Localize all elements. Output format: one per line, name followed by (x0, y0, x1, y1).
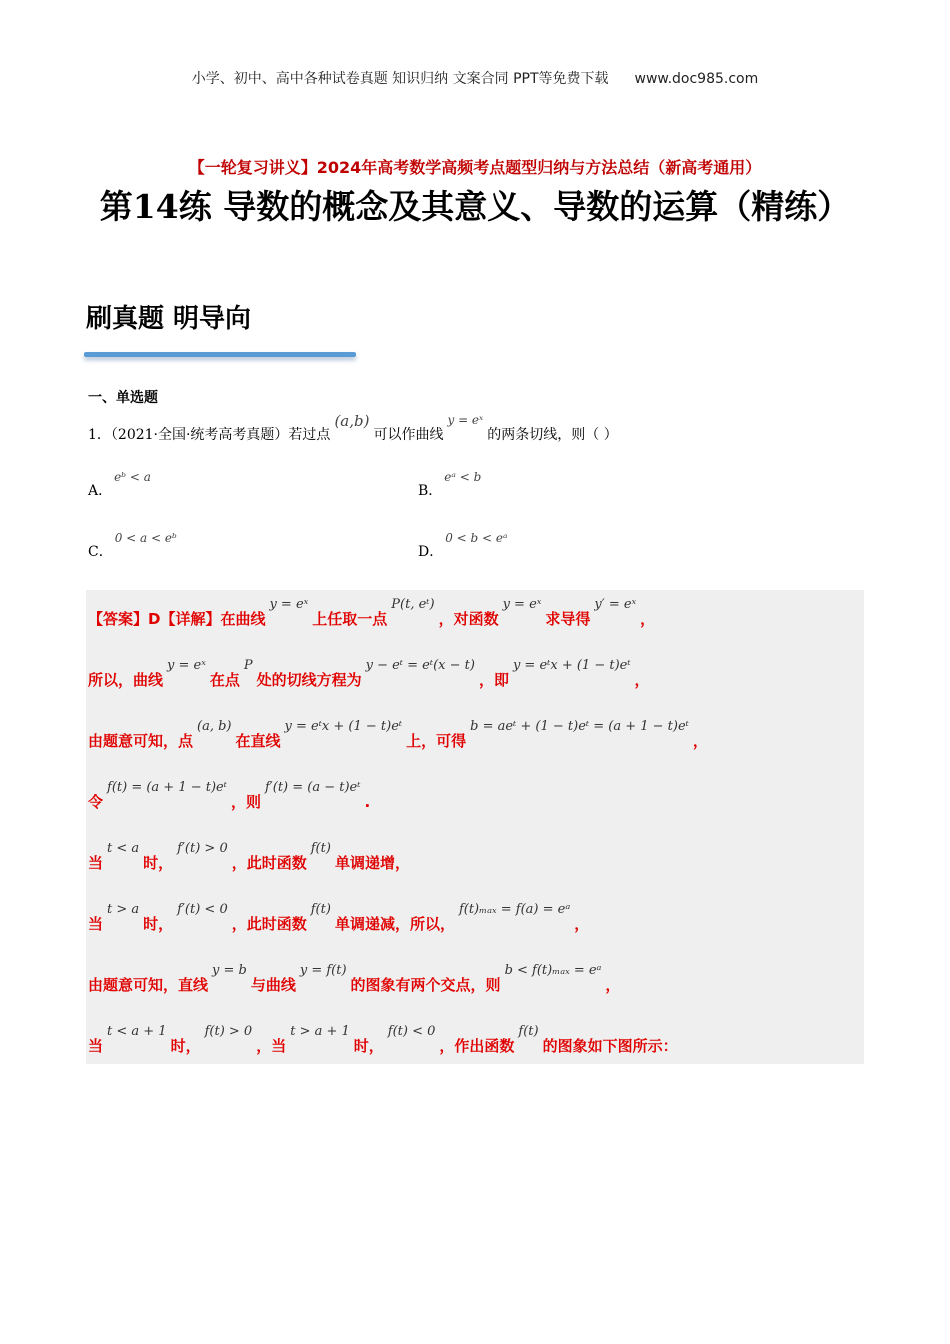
solution-text: 上，可得 (406, 732, 467, 750)
solution-text: ， (605, 976, 621, 994)
solution-math: t > a + 1 (290, 1024, 350, 1039)
solution-text: 由题意可知，直线 (88, 976, 209, 994)
solution-math: f(t)ₘₐₓ = f(a) = eᵃ (458, 902, 571, 917)
option-a[interactable] (88, 470, 155, 500)
document-subtitle: 【一轮复习讲义】2024年高考数学高频考点题型归纳与方法总结（新高考通用） (188, 158, 762, 177)
option-label: B． (418, 483, 443, 499)
solution-math: f′(t) = (a − t)eᵗ (264, 780, 361, 795)
solution-math: f(t) = (a + 1 − t)eᵗ (107, 780, 227, 795)
question-text: 可以作曲线 (373, 427, 444, 443)
option-d[interactable] (418, 531, 512, 561)
option-label: C． (88, 544, 113, 560)
solution-text: ，则 (230, 793, 261, 811)
solution-math: b < f(t)ₘₐₓ = eᵃ (504, 963, 602, 978)
solution-text: 上任取一点 (312, 610, 388, 628)
solution-text: ，即 (478, 671, 509, 689)
solution-text: ， (692, 732, 708, 750)
solution-math: f(t) (310, 902, 331, 917)
question-stem (88, 412, 618, 444)
solution-text: ，作出函数 (439, 1037, 515, 1055)
solution-line-1 (88, 597, 656, 629)
solution-math: (a, b) (197, 719, 232, 734)
solution-text: 的图象有两个交点，则 (350, 976, 501, 994)
option-math: 0 < b < eᵃ (445, 531, 508, 545)
solution-text: 的图象如下图所示： (542, 1037, 678, 1055)
math-point: (a,b) (334, 412, 370, 430)
solution-line-3 (88, 719, 708, 751)
solution-math: y = f(t) (299, 963, 347, 978)
solution-line-4 (88, 780, 371, 812)
solution-math: P (243, 658, 253, 673)
solution-math: f(t) < 0 (387, 1024, 436, 1039)
option-math: eᵃ < b (444, 470, 482, 484)
solution-text: ，当 (256, 1037, 287, 1055)
math-curve: y = eˣ (447, 413, 484, 427)
solution-text: 由题意可知，点 (88, 732, 194, 750)
solution-text: 处的切线方程为 (256, 671, 362, 689)
question-text: 的两条切线，则（ ） (487, 427, 618, 443)
solution-math: t < a + 1 (107, 1024, 167, 1039)
solution-text: ，此时函数 (231, 854, 307, 872)
solution-text: 时， (170, 1037, 201, 1055)
page-header (0, 68, 950, 88)
solution-math: t < a (107, 841, 140, 856)
section-underline (84, 352, 356, 357)
solution-math: f(t) (518, 1024, 539, 1039)
solution-text: 时， (353, 1037, 384, 1055)
option-label: D． (418, 544, 444, 560)
solution-text: 时， (143, 854, 174, 872)
solution-text: 求导得 (545, 610, 591, 628)
option-label: A． (88, 483, 113, 499)
solution-text: 所以，曲线 (88, 671, 164, 689)
solution-math: y′ = eˣ (594, 597, 637, 612)
option-math: eᵇ < a (114, 470, 151, 484)
solution-line-6 (88, 902, 590, 934)
solution-text: ，对函数 (438, 610, 499, 628)
solution-math: P(t, eᵗ) (391, 597, 435, 612)
solution-math: y = eˣ (502, 597, 542, 612)
solution-math: f(t) (310, 841, 331, 856)
solution-text: ， (574, 915, 590, 933)
solution-text: 与曲线 (250, 976, 296, 994)
option-b[interactable] (418, 470, 485, 500)
solution-text: 令 (88, 793, 104, 811)
solution-text: 当 (88, 854, 104, 872)
solution-line-5 (88, 841, 410, 873)
solution-text: 单调递减，所以， (334, 915, 455, 933)
solution-math: y = eˣ (167, 658, 206, 673)
option-c[interactable] (88, 531, 181, 561)
option-math: 0 < a < eᵇ (114, 531, 177, 545)
solution-text: 时， (143, 915, 174, 933)
section-heading: 刷真题 明导向 (86, 304, 252, 334)
solution-text: 在直线 (235, 732, 281, 750)
solution-text: 在点 (209, 671, 240, 689)
document-title: 第14练 导数的概念及其意义、导数的运算（精练） (99, 187, 851, 226)
solution-math: y − eᵗ = eᵗ(x − t) (365, 658, 475, 673)
solution-text: ， (640, 610, 656, 628)
solution-line-7 (88, 963, 621, 995)
solution-text: 当 (88, 1037, 104, 1055)
solution-text: ， (634, 671, 650, 689)
solution-math: f(t) > 0 (204, 1024, 253, 1039)
solution-math: y = b (212, 963, 247, 978)
solution-text: 单调递增， (334, 854, 410, 872)
solution-line-8 (88, 1024, 678, 1056)
header-url[interactable]: www.doc985.com (634, 71, 759, 87)
solution-text: 【答案】D【详解】在曲线 (88, 610, 266, 628)
question-type-heading: 一、单选题 (88, 390, 158, 406)
solution-text: ，此时函数 (231, 915, 307, 933)
solution-text: . (364, 793, 371, 811)
solution-math: t > a (107, 902, 140, 917)
solution-math: y = eᵗx + (1 − t)eᵗ (284, 719, 403, 734)
header-site-text: 小学、初中、高中各种试卷真题 知识归纳 文案合同 PPT等免费下载 (191, 71, 609, 87)
question-text: 1．（2021·全国·统考高考真题）若过点 (88, 427, 331, 443)
solution-math: y = eˣ (269, 597, 309, 612)
solution-math: f′(t) > 0 (177, 841, 228, 856)
solution-line-2 (88, 658, 650, 690)
solution-text: 当 (88, 915, 104, 933)
solution-math: f′(t) < 0 (177, 902, 228, 917)
solution-math: y = eᵗx + (1 − t)eᵗ (512, 658, 631, 673)
solution-math: b = aeᵗ + (1 − t)eᵗ = (a + 1 − t)eᵗ (470, 719, 689, 734)
